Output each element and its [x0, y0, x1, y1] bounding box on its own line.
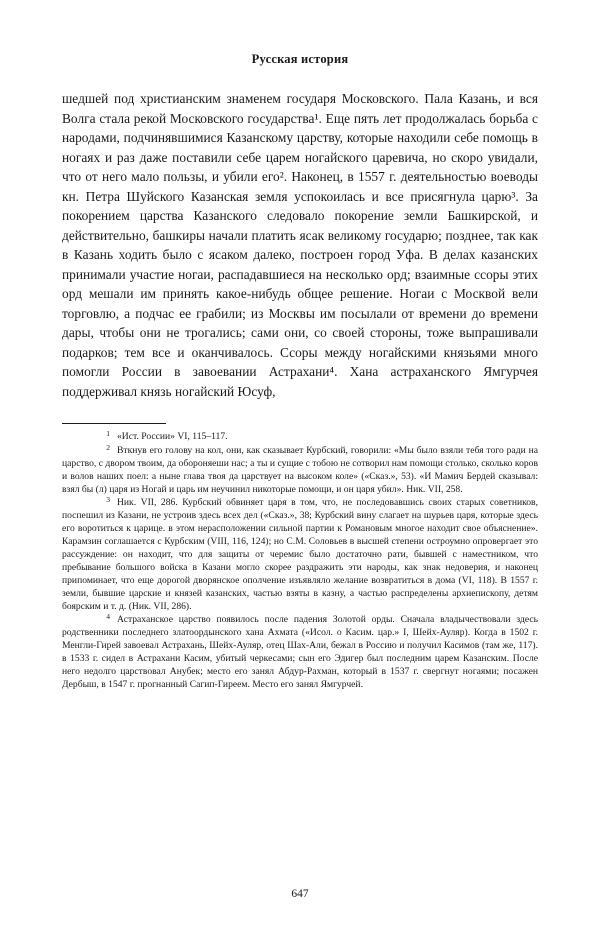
footnote-text: Вткнув его голову на кол, они, как сказывает Курбский, говорили: «Мы было взяли тебя того ради на царство, с двором твоим, да обороняеши нас; а ты и сущие с тобою не сотворил нам помощи столько, сколько коров и волов наших поел: а ныне глава твоя да царствует на высоком коле» («Сказ.», 53). «И Мамич Бердей сказывал: взял бы (л) царя из Ногай и царь им неучинил никоторые помощи, и он царя убил». Ник. VII, 258.: [62, 444, 538, 495]
footnote-marker: 3: [106, 495, 110, 505]
footnote-text: «Ист. России» VI, 115–117.: [117, 431, 228, 442]
footnote-item: [62, 431, 538, 444]
footnote-separator: [62, 423, 166, 424]
footnote-item: [62, 497, 538, 613]
footnote-text: Ник. VII, 286. Курбский обвиняет царя в том, что, не последовавшись своих старых советников, поспешил из Казани, не устроив здесь всех дел («Сказ.», 38; Курбский вину слагает на шурьев царя, которые здесь его воротиться к царице. в этом нерасположении сильной партии к Романовым многое находит свое объяснение». Карамзин соглашается с Курбским (VIII, 116, 124); но С.М. Соловьев в высшей степени остроумно опровергает это рассуждение: он находит, что для защиты от черемис было достаточно рати, бывшей с наместником, что пребывание большого войска в Казани могло скорее раздражить эти народы, как знак недоверия, и наконец припоминает, что еще дорогой дворянское ополчение изъявляло желание возвратиться в дома (VI, 118). В 1557 г. земли, бывшие царские и князей казанских, частью взяты в казну, а частью распределены архиепископу, детям боярским и т. д. (Ник. VII, 286).: [62, 497, 538, 612]
body-text: [62, 89, 538, 401]
page-number: 647: [291, 888, 309, 900]
body-paragraph: шедшей под христианским знаменем государя Московского. Пала Казань, и вся Волга стала рекой Московского государства¹. Еще пять лет продолжалась борьба с народами, подчинявшимися Казанскому царству, которые находили себе помощь в ногаях и раз даже поставили себе царем ногайского царевича, но скоро увидали, что от него мало пользы, и убили его². Наконец, в 1557 г. деятельностью воеводы кн. Петра Шуйского Казанская земля успокоилась и все присягнула царю³. За покорением царства Казанского следовало покорение земли Башкирской, и действительно, башкиры начали платить ясак великому государю; позднее, так как в Казань ходить было с ясаком далеко, построен город Уфа. В делах казанских принимали участие ногаи, распадавшиеся на несколько орд; взаимные ссоры этих орд мешали им принять какое-нибудь общее решение. Ногаи с Москвой вели торговлю, а подчас ее грабили; из Москвы им посылали от времени до времени дары, чтобы они не трогались; сами они, со своей стороны, тоже выпрашивали подарков; тем все и оканчивалось. Ссоры между ногайскими князьями много помогли России в завоевании Астрахани⁴. Хана астраханского Ямгурчея поддерживал князь ногайский Юсуф,: [62, 91, 538, 399]
footnote-marker: 1: [106, 429, 110, 438]
footnote-marker: 2: [106, 442, 110, 452]
footnotes-section: [62, 431, 538, 692]
footnote-marker: 4: [106, 612, 110, 622]
document-page: [0, 52, 600, 942]
running-head: Русская история: [251, 52, 349, 66]
footnote-item: [62, 614, 538, 691]
footnote-item: [62, 442, 538, 497]
footnote-text: Астраханское царство появилось после падения Золотой орды. Сначала владычествовали здесь родственники последнего златоордынского хана Ахмата («Исол. о Касим. цар.» I, Шейх-Ауляр). Когда в 1502 г. Менгли-Гирей завоевал Астрахань, Шейх-Ауляр, отец Шах-Али, бежал в Россию и получил Касимов (там же, 117). в 1533 г. сидел в Астрахани Касим, убитый черкесами; сын его Эдигер был последним царем Казанским. После него недолго царствовал Анубек; место его занял Абдур-Рахман, который в 1537 г. свергнут ногаями; посажен Дербыш, в 1547 г. прогнанный Сагип-Гиреем. Место его занял Ямгурчей.: [62, 614, 538, 690]
